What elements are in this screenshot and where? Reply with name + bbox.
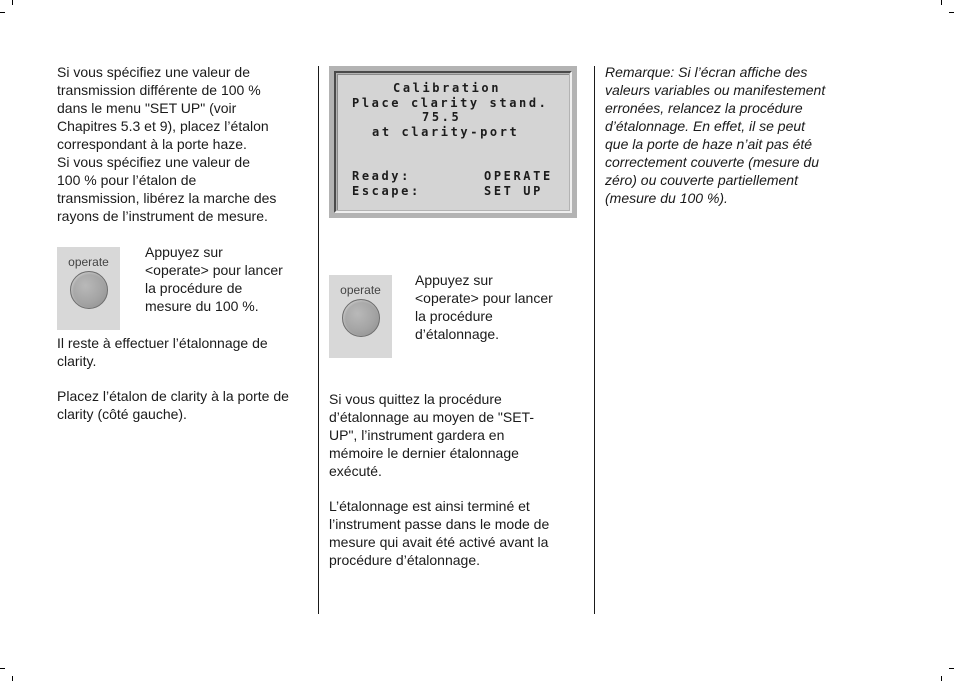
operate-key <box>57 247 120 330</box>
display-line-port: at clarity-port <box>372 125 520 139</box>
crop-mark <box>0 12 5 13</box>
display-line-value: 75.5 <box>422 110 462 124</box>
crop-mark <box>941 0 942 5</box>
display-ready-label: Ready: <box>352 169 411 183</box>
operate-button[interactable] <box>342 299 380 337</box>
instrument-display <box>329 66 577 218</box>
setup-exit-paragraph: Si vous quittez la procédure d’étalonnage au moyen de "SET- UP", l’instrument gardera en mémoire le dernier étalonnage exécuté. <box>329 391 534 479</box>
operate-button[interactable] <box>70 271 108 309</box>
operate-key-label: operate <box>68 255 109 269</box>
crop-mark <box>0 668 5 669</box>
display-ready-value: OPERATE <box>484 169 553 183</box>
display-escape-label: Escape: <box>352 184 421 198</box>
crop-mark <box>12 676 13 681</box>
column-divider <box>318 66 319 614</box>
clarity-standard-paragraph: Placez l’étalon de clarity à la porte de clarity (côté gauche). <box>57 388 289 422</box>
calibration-finished-paragraph: L’étalonnage est ainsi terminé et l’instrument passe dans le mode de mesure qui avait été activé avant la procédure d’étalonnage. <box>329 498 550 568</box>
operate-instruction: Appuyez sur <operate> pour lancer la procédure de mesure du 100 %. <box>145 244 283 314</box>
crop-mark <box>949 668 954 669</box>
display-line-instruction: Place clarity stand. <box>352 96 549 110</box>
crop-mark <box>941 676 942 681</box>
remark-paragraph: Remarque: Si l’écran affiche des valeurs variables ou manifestement erronées, relancez la procédure d’étalonnage. En effet, il se peut que la porte de haze n’ait pas été correctement couverte (mesure du zéro) ou couverte partiellement (mesure du 100 %). <box>605 64 826 206</box>
crop-mark <box>949 12 954 13</box>
column-divider <box>594 66 595 614</box>
operate-key-label: operate <box>340 283 381 297</box>
display-escape-value: SET UP <box>484 184 543 198</box>
intro-paragraph: Si vous spécifiez une valeur de transmission différente de 100 % dans le menu "SET UP" (voir Chapitres 5.3 et 9), placez l’étalon correspondant à la porte haze. Si vous spécifiez une valeur de 100 % pour l’étalon de transmission, libérez la marche des rayons de l’instrument de mesure. <box>57 64 277 224</box>
clarity-remaining-paragraph: Il reste à effectuer l’étalonnage de clarity. <box>57 335 268 369</box>
operate-instruction: Appuyez sur <operate> pour lancer la procédure d’étalonnage. <box>415 272 553 342</box>
crop-mark <box>12 0 13 5</box>
operate-key <box>329 275 392 358</box>
display-line-title: Calibration <box>393 81 502 95</box>
